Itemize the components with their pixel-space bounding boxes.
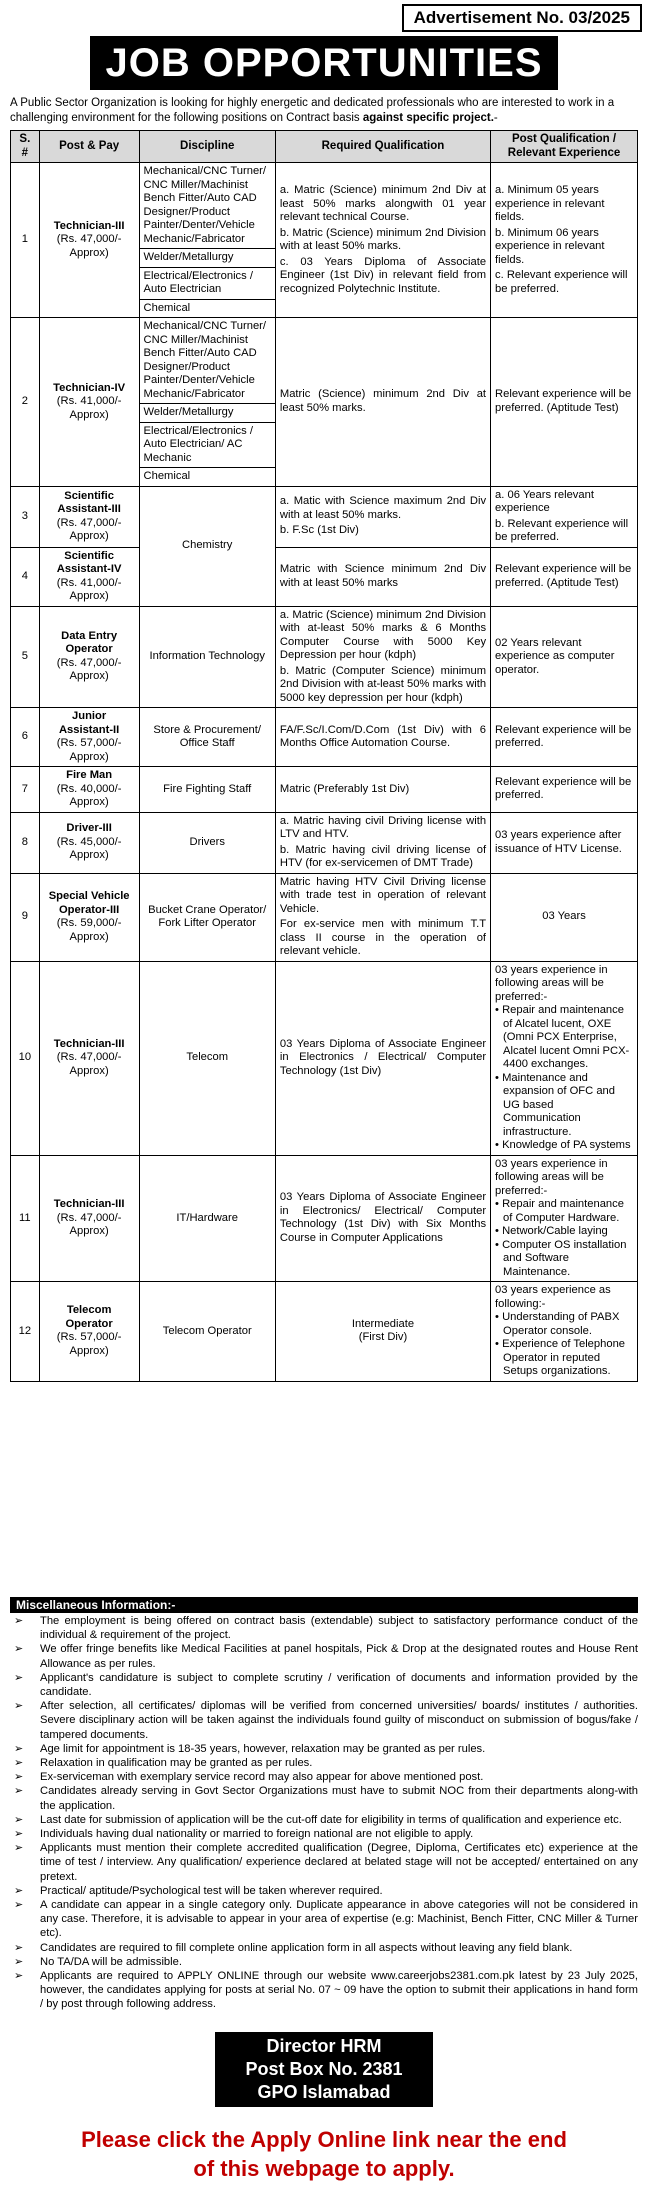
experience-item: Relevant experience will be preferred. [495, 775, 632, 802]
misc-item [10, 1742, 638, 1756]
table-row [11, 873, 638, 961]
post-title: Scientific Assistant-IV [56, 549, 122, 575]
intro-tail: - [493, 112, 498, 124]
qualification-item: a. Matric (Science) minimum 2nd Division with at-least 50% marks & 6 Months Computer Course with 5000 Key Depression per hour (kdph) [279, 608, 487, 661]
qualification-item: b. Matric (Science) minimum 2nd Division with at least 50% marks. [279, 226, 487, 252]
required-qualification [275, 163, 490, 318]
table-row [11, 547, 638, 606]
misc-text: After selection, all certificates/ diplomas will be verified from concerned universities/ boards/ institutes / authorities. Severe disciplinary action will be taken against the individuals found guilty of misconduct on submission of bogus/fake / tampered documents. [40, 1700, 638, 1741]
arrow-bullet-icon: ➢ [14, 1742, 24, 1755]
relevant-experience [491, 163, 638, 318]
table-row [11, 961, 638, 1155]
post-pay: (Rs. 47,000/- Approx) [56, 233, 122, 259]
misc-item [10, 1671, 638, 1699]
misc-text: Last date for submission of application will be the cut-off date for eligibility in terms of qualification and experience etc. [40, 1813, 622, 1826]
serial-number: 4 [11, 547, 40, 606]
intro-text: A Public Sector Organization is looking for highly energetic and dedicated professionals who are interested to work in a challenging environment for the following positions on Contract basis [10, 97, 615, 124]
relevant-experience [491, 812, 638, 873]
discipline: Fire Fighting Staff [139, 767, 275, 813]
misc-text: Applicant's candidature is subject to complete scrutiny / verification of documents and information provided by the candidate. [40, 1671, 638, 1699]
misc-item [10, 1770, 638, 1784]
experience-item: • Experience of Telephone Operator in reputed Setups organizations. [495, 1338, 626, 1377]
misc-item [10, 1614, 638, 1642]
qualification-item: Matric having HTV Civil Driving license with trade test in operation of relevant Vehicle. [279, 875, 487, 915]
serial-number: 5 [11, 606, 40, 708]
experience-item: 03 years experience after issuance of HTV License. [495, 829, 622, 855]
post-and-pay [39, 767, 139, 813]
discipline [139, 318, 275, 487]
discipline: Telecom Operator [139, 1282, 275, 1382]
qualification-item: a. Matric having civil Driving license with LTV and HTV. [279, 814, 487, 840]
intro-paragraph [10, 96, 638, 126]
post-and-pay [39, 708, 139, 767]
experience-item: Relevant experience will be preferred. [495, 723, 632, 749]
discipline: Chemistry [139, 486, 275, 606]
misc-item [10, 1969, 638, 2012]
misc-item [10, 1756, 638, 1770]
qualification-item: a. Matric (Science) minimum 2nd Div at least 50% marks alongwith 01 year relevant technical Course. [279, 184, 487, 223]
required-qualification [275, 873, 490, 961]
relevant-experience [491, 318, 638, 487]
header-discipline: Discipline [139, 131, 275, 163]
advertisement-number: Advertisement No. 03/2025 [402, 4, 642, 32]
intro-bold: against specific project. [362, 112, 494, 124]
relevant-experience [491, 606, 638, 708]
misc-item [10, 1841, 638, 1884]
apply-note-line: of this webpage to apply. [193, 2156, 455, 2181]
apply-note-line: Please click the Apply Online link near the end [81, 2127, 567, 2152]
qualification-item: 03 Years Diploma of Associate Engineer in Electronics/ Electrical/ Computer Technology (1st Div) with Six Months Course in Computer Applications [279, 1191, 487, 1244]
experience-intro: 03 years experience in following areas will be preferred:- [495, 1157, 608, 1197]
address-line: Post Box No. 2381 [245, 2059, 403, 2079]
serial-number: 7 [11, 767, 40, 813]
experience-item: • Repair and maintenance of Alcatel lucent, OXE (Omni PCX Enterprise, Alcatel lucent Omni PCX-4400 exchanges. [495, 1004, 630, 1070]
serial-number: 8 [11, 812, 40, 873]
required-qualification [275, 767, 490, 813]
arrow-bullet-icon: ➢ [14, 1615, 24, 1627]
qualification-item: 03 Years Diploma of Associate Engineer in Electronics / Electrical/ Computer Technology (1st Div) [279, 1037, 487, 1077]
table-row [11, 767, 638, 813]
header-sno: S. # [11, 131, 40, 163]
table-row [11, 812, 638, 873]
discipline-item: Welder/Metallurgy [140, 403, 275, 422]
post-title: Special Vehicle Operator-III [48, 890, 130, 916]
post-and-pay [39, 961, 139, 1155]
misc-item [10, 1941, 638, 1955]
misc-item [10, 1813, 638, 1827]
required-qualification [275, 486, 490, 547]
table-row [11, 1282, 638, 1382]
post-and-pay [39, 318, 139, 487]
arrow-bullet-icon: ➢ [14, 1955, 24, 1968]
post-pay: (Rs. 41,000/- Approx) [56, 395, 122, 421]
misc-item [10, 1898, 638, 1941]
arrow-bullet-icon: ➢ [14, 1771, 24, 1784]
required-qualification [275, 318, 490, 487]
arrow-bullet-icon: ➢ [14, 1899, 24, 1912]
post-and-pay [39, 1155, 139, 1282]
misc-text: Applicants are required to APPLY ONLINE through our website www.careerjobs2381.com.pk latest by 23 July 2025, however, the candidates applying for posts at serial No. 07 ~ 09 have the option to submit their applications in hand form / by post through following address. [40, 1970, 638, 2011]
post-pay: (Rs. 47,000/- Approx) [56, 1051, 122, 1077]
misc-item [10, 1699, 638, 1742]
misc-text: Practical/ aptitude/Psychological test will be taken wherever required. [40, 1884, 383, 1897]
jobs-table [10, 130, 638, 1382]
post-and-pay [39, 812, 139, 873]
experience-intro: 03 years experience in following areas will be preferred:- [495, 963, 608, 1003]
post-pay: (Rs. 47,000/- Approx) [56, 516, 122, 542]
misc-text: Candidates already serving in Govt Sector Organizations must have to submit NOC from their departments along-with the application. [40, 1785, 638, 1812]
serial-number: 6 [11, 708, 40, 767]
misc-list [10, 1614, 638, 2012]
table-row [11, 163, 638, 318]
experience-item: b. Relevant experience will be preferred. [495, 517, 629, 543]
experience-item: • Maintenance and expansion of OFC and UG based Communication infrastructure. [495, 1071, 615, 1138]
discipline-item: Mechanical/CNC Turner/ CNC Miller/Machinist Bench Fitter/Auto CAD Designer/Product Painter/Denter/Vehicle Mechanic/Fabricator [143, 320, 267, 400]
header-post: Post & Pay [39, 131, 139, 163]
experience-item: • Repair and maintenance of Computer Hardware. [495, 1198, 624, 1224]
misc-text: Individuals having dual nationality or married to foreign national are not eligible to apply. [40, 1828, 474, 1841]
post-pay: (Rs. 40,000/- Approx) [56, 782, 122, 808]
misc-text: Candidates are required to fill complete online application form in all aspects without leaving any field blank. [40, 1941, 573, 1954]
relevant-experience [491, 873, 638, 961]
misc-item [10, 1955, 638, 1969]
discipline-item: Chemical [140, 467, 275, 486]
job-opportunities-banner: JOB OPPORTUNITIES [90, 36, 558, 90]
qualification-item: (First Div) [358, 1331, 408, 1344]
arrow-bullet-icon: ➢ [14, 1700, 24, 1713]
table-row [11, 1155, 638, 1282]
experience-item: • Knowledge of PA systems [495, 1139, 631, 1151]
table-row [11, 318, 638, 487]
misc-text: A candidate can appear in a single category only. Duplicate appearance in above categories will not be considered in any case. Therefore, it is advisable to appear in your area of expertise (e.g: Machinist, Bench Fitter, CNC Miller & Turner etc). [40, 1899, 638, 1940]
post-pay: (Rs. 57,000/- Approx) [56, 737, 122, 763]
required-qualification [275, 1282, 490, 1382]
post-title: Data Entry Operator [61, 629, 118, 656]
post-and-pay [39, 547, 139, 606]
misc-text: No TA/DA will be admissible. [40, 1955, 182, 1968]
qualification-item: c. 03 Years Diploma of Associate Engineer (1st Div) in relevant field from recognized Polytechnic Institute. [279, 255, 487, 295]
arrow-bullet-icon: ➢ [14, 1813, 24, 1826]
relevant-experience [491, 486, 638, 547]
experience-intro: 03 years experience as following:- [495, 1284, 611, 1310]
discipline: Information Technology [139, 606, 275, 708]
discipline: Drivers [139, 812, 275, 873]
post-pay: (Rs. 47,000/- Approx) [56, 656, 122, 683]
relevant-experience [491, 961, 638, 1155]
experience-item: b. Minimum 06 years experience in relevant fields. [495, 226, 605, 266]
experience-item: c. Relevant experience will be preferred. [495, 269, 628, 295]
experience-item: • Understanding of PABX Operator console. [495, 1311, 620, 1337]
address-line: Director HRM [266, 2036, 382, 2056]
post-and-pay [39, 1282, 139, 1382]
experience-item: • Network/Cable laying [495, 1225, 608, 1237]
post-title: Junior Assistant-II [58, 710, 120, 736]
post-and-pay [39, 873, 139, 961]
serial-number: 10 [11, 961, 40, 1155]
experience-item: • Computer OS installation and Software Maintenance. [495, 1238, 627, 1278]
arrow-bullet-icon: ➢ [14, 1842, 24, 1855]
discipline-item: Electrical/Electronics / Auto Electrician [140, 267, 275, 299]
serial-number: 11 [11, 1155, 40, 1282]
serial-number: 1 [11, 163, 40, 318]
post-title: Technician-III [53, 219, 125, 232]
serial-number: 2 [11, 318, 40, 487]
arrow-bullet-icon: ➢ [14, 1828, 24, 1841]
experience-item: Relevant experience will be preferred. (Aptitude Test) [495, 388, 632, 414]
jobs-table-body [11, 163, 638, 1382]
post-title: Technician-IV [53, 381, 126, 394]
post-pay: (Rs. 59,000/- Approx) [56, 917, 122, 943]
required-qualification [275, 606, 490, 708]
misc-text: Age limit for appointment is 18-35 years, however, relaxation may be granted as per rules. [40, 1742, 486, 1755]
qualification-item: b. Matric (Computer Science) minimum 2nd Division with at-least 50% marks with 5000 key depression per hour (kdph) [279, 664, 487, 704]
discipline: Bucket Crane Operator/ Fork Lifter Operator [139, 873, 275, 961]
required-qualification [275, 1155, 490, 1282]
misc-text: The employment is being offered on contract basis (extendable) subject to satisfactory performance conduct of the individual & requirement of the project. [40, 1615, 638, 1642]
qualification-item: a. Matic with Science maximum 2nd Div with at least 50% marks. [279, 495, 487, 521]
jobs-table-header [11, 131, 638, 163]
misc-item [10, 1784, 638, 1812]
misc-text: Ex-serviceman with exemplary service record may also appear for above mentioned post. [40, 1771, 484, 1784]
qualification-item: Intermediate [351, 1317, 415, 1330]
experience-item: a. Minimum 05 years experience in relevant fields. [495, 184, 605, 223]
relevant-experience [491, 767, 638, 813]
discipline-item: Electrical/Electronics / Auto Electrician/ AC Mechanic [140, 422, 275, 468]
serial-number: 12 [11, 1282, 40, 1382]
apply-note [0, 2125, 648, 2183]
arrow-bullet-icon: ➢ [14, 1785, 24, 1798]
serial-number: 9 [11, 873, 40, 961]
post-pay: (Rs. 41,000/- Approx) [56, 576, 122, 602]
relevant-experience [491, 708, 638, 767]
relevant-experience [491, 547, 638, 606]
required-qualification [275, 708, 490, 767]
misc-item [10, 1827, 638, 1841]
relevant-experience [491, 1155, 638, 1282]
post-title: Fire Man [66, 769, 113, 781]
discipline: Telecom [139, 961, 275, 1155]
required-qualification [275, 961, 490, 1155]
header-qualification: Required Qualification [275, 131, 490, 163]
serial-number: 3 [11, 486, 40, 547]
required-qualification [275, 547, 490, 606]
relevant-experience [491, 1282, 638, 1382]
qualification-item: For ex-service men with minimum T.T class II course in the operation of relevant vehicle. [279, 918, 487, 957]
qualification-item: Matric (Science) minimum 2nd Div at least 50% marks. [279, 388, 487, 414]
misc-text: Applicants must mention their complete accredited qualification (Degree, Diploma, Certificates etc) experience at the time of test / interview. Any qualification/ experience declared at belated stage will not be accepted/ entertained on any pretext. [40, 1842, 638, 1883]
experience-item: a. 06 Years relevant experience [495, 488, 594, 514]
table-row [11, 606, 638, 708]
arrow-bullet-icon: ➢ [14, 1884, 24, 1897]
qualification-item: b. F.Sc (1st Div) [279, 524, 359, 537]
table-row [11, 708, 638, 767]
misc-text: We offer fringe benefits like Medical Facilities at panel hospitals, Pick & Drop at the designated routes and House Rent Allowance as per rules. [40, 1643, 638, 1670]
post-title: Driver-III [66, 822, 112, 835]
experience-item: 03 Years [542, 910, 586, 923]
address-line: GPO Islamabad [257, 2082, 391, 2102]
post-and-pay [39, 606, 139, 708]
post-title: Telecom Operator [65, 1304, 113, 1330]
misc-item [10, 1642, 638, 1670]
required-qualification [275, 812, 490, 873]
misc-heading: Miscellaneous Information:- [10, 1597, 638, 1613]
arrow-bullet-icon: ➢ [14, 1643, 24, 1656]
qualification-item: FA/F.Sc/I.Com/D.Com (1st Div) with 6 Months Office Automation Course. [279, 723, 487, 749]
discipline: Store & Procurement/ Office Staff [139, 708, 275, 767]
qualification-item: Matric (Preferably 1st Div) [279, 782, 410, 795]
experience-item: Relevant experience will be preferred. (Aptitude Test) [495, 563, 632, 589]
discipline: IT/Hardware [139, 1155, 275, 1282]
arrow-bullet-icon: ➢ [14, 1671, 24, 1684]
post-and-pay [39, 163, 139, 318]
misc-text: Relaxation in qualification may be granted as per rules. [40, 1757, 313, 1770]
postal-address [215, 2032, 433, 2107]
header-experience: Post Qualification / Relevant Experience [491, 131, 638, 163]
post-pay: (Rs. 47,000/- Approx) [56, 1211, 122, 1237]
discipline-item: Welder/Metallurgy [140, 248, 275, 267]
discipline [139, 163, 275, 318]
experience-item: 02 Years relevant experience as computer operator. [495, 636, 615, 676]
qualification-item: Matric with Science minimum 2nd Div with at least 50% marks [279, 563, 487, 589]
post-pay: (Rs. 57,000/- Approx) [56, 1331, 122, 1357]
qualification-item: b. Matric having civil driving license of HTV (for ex-servicemen of DMT Trade) [279, 843, 487, 869]
post-pay: (Rs. 45,000/- Approx) [56, 835, 122, 862]
table-row [11, 486, 638, 547]
discipline-item: Mechanical/CNC Turner/ CNC Miller/Machinist Bench Fitter/Auto CAD Designer/Product Painter/Denter/Vehicle Mechanic/Fabricator [143, 165, 267, 245]
post-title: Technician-III [53, 1198, 125, 1210]
post-title: Technician-III [53, 1037, 125, 1050]
arrow-bullet-icon: ➢ [14, 1970, 24, 1983]
discipline-item: Chemical [140, 299, 275, 318]
post-title: Scientific Assistant-III [57, 489, 121, 515]
arrow-bullet-icon: ➢ [14, 1757, 24, 1770]
post-and-pay [39, 486, 139, 547]
arrow-bullet-icon: ➢ [14, 1941, 24, 1954]
misc-item [10, 1884, 638, 1898]
